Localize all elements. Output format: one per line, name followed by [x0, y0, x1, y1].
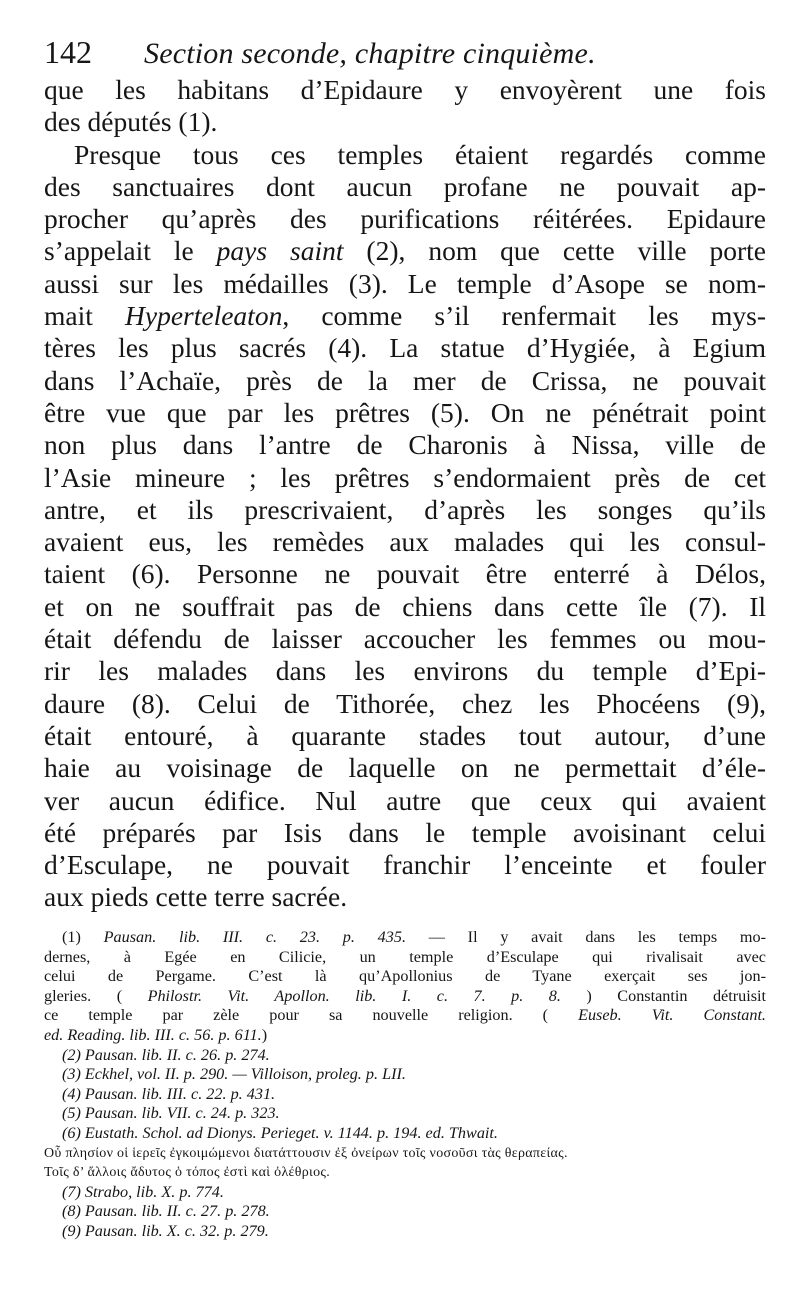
text-line: Presque tous ces temples étaient regardés comme: [74, 138, 766, 170]
text-line: être vue que par les prêtres (5). On ne pénétrait point: [44, 396, 766, 428]
footnote-text: ) Constantin détruisit: [560, 986, 766, 1005]
text-line: haie au voisinage de laquelle on ne permettait d’éle-: [44, 752, 766, 784]
text-line: était défendu de laisser accoucher les femmes ou mou-: [44, 623, 766, 655]
text-line: des sanctuaires dont aucun profane ne pouvait ap-: [44, 170, 766, 202]
page-number: 142: [44, 34, 92, 70]
footnote-6-greek-line: Οὗ πλησίον οἱ ἱερεῖς ἐγκοιμώμενοι διατάττουσιν ἐξ ὀνείρων τοῖς νοσοῦσι τὰς θεραπείας.: [44, 1145, 568, 1161]
text-line: l’Asie mineure ; les prêtres s’endormaient près de cet: [44, 461, 766, 493]
text-line: [44, 235, 766, 267]
book-page: [44, 34, 766, 914]
text-line: d’Esculape, ne pouvait franchir l’enceinte et fouler: [44, 849, 766, 881]
text-segment: (2), nom que cette ville porte: [343, 235, 766, 267]
footnote-4: (4) Pausan. lib. III. c. 22. p. 431.: [62, 1084, 276, 1103]
page-header: [44, 34, 766, 74]
text-line: et on ne souffrait pas de chiens dans cette île (7). Il: [44, 590, 766, 622]
italic-term: Hyperteleaton: [125, 300, 283, 332]
footnote-9: (9) Pausan. lib. X. c. 32. p. 279.: [62, 1221, 269, 1240]
text-line: était entouré, à quarante stades tout autour, d’une: [44, 719, 766, 751]
footnote-6: (6) Eustath. Schol. ad Dionys. Perieget. v. 1144. p. 194. ed. Thwait.: [62, 1123, 498, 1142]
running-title: Section seconde, chapitre cinquième.: [144, 37, 596, 70]
footnote-2: (2) Pausan. lib. II. c. 26. p. 274.: [62, 1045, 270, 1064]
text-segment: mait: [44, 300, 126, 332]
footnote-8: (8) Pausan. lib. II. c. 27. p. 278.: [62, 1202, 270, 1221]
text-line: aux pieds cette terre sacrée.: [44, 881, 348, 913]
footnote-reference: ed. Reading. lib. III. c. 56. p. 611.: [44, 1025, 262, 1044]
main-text: [44, 74, 766, 914]
footnote-7: (7) Strabo, lib. X. p. 774.: [62, 1182, 224, 1201]
footnote-1-line: celui de Pergame. C’est là qu’Apollonius de Tyane exerçait ses jon-: [44, 967, 766, 986]
footnote-1-line: [44, 1026, 766, 1046]
footnote-3: (3) Eckhel, vol. II. p. 290. — Villoison, proleg. p. LII.: [62, 1065, 406, 1084]
footnote-text: gleries. (: [44, 986, 148, 1005]
footnote-6-greek-line: Τοῖς δ’ ἄλλοις ἄδυτος ὁ τόπος ἐστὶ καὶ ὀλέθριος.: [44, 1165, 331, 1181]
footnotes: [44, 928, 766, 1242]
footnote-1-line: [44, 928, 766, 948]
footnote-1-line: dernes, à Egée en Cilicie, un temple d’Esculape qui rivalisait avec: [44, 947, 766, 966]
footnote-text: ): [261, 1025, 268, 1044]
text-line: procher qu’après des purifications réitérées. Epidaure: [44, 203, 766, 235]
italic-term: pays saint: [216, 235, 344, 267]
text-line: aussi sur les médailles (3). Le temple d’Asope se nom-: [44, 267, 766, 299]
text-line: des députés (1).: [44, 106, 218, 138]
footnote-text: — Il y avait dans les temps mo-: [406, 928, 766, 946]
text-line: antre, et ils prescrivaient, d’après les songes qu’ils: [44, 493, 766, 525]
footnote-5: (5) Pausan. lib. VII. c. 24. p. 323.: [62, 1104, 280, 1123]
text-line: que les habitans d’Epidaure y envoyèrent une fois: [44, 74, 766, 105]
text-line: [44, 300, 766, 332]
footnote-text: ce temple par zèle pour sa nouvelle religion. (: [44, 1006, 579, 1025]
text-segment: s’appelait le: [44, 235, 217, 267]
text-line: avaient eus, les remèdes aux malades qui les consul-: [44, 526, 766, 558]
text-line: été préparés par Isis dans le temple avoisinant celui: [44, 816, 766, 848]
text-line: daure (8). Celui de Tithorée, chez les Phocéens (9),: [44, 687, 766, 719]
text-line: ver aucun édifice. Nul autre que ceux qui avaient: [44, 784, 766, 816]
text-line: non plus dans l’antre de Charonis à Nissa, ville de: [44, 429, 766, 461]
footnote-reference: Euseb. Vit. Constant.: [578, 1006, 766, 1025]
footnote-1-line: [44, 987, 766, 1007]
text-line: tères les plus sacrés (4). La statue d’Hygiée, à Egium: [44, 332, 766, 364]
text-segment: , comme s’il renfermait les mys-: [282, 300, 766, 332]
footnote-1-line: [44, 1006, 766, 1026]
footnote-number: (1): [62, 928, 104, 946]
text-line: taient (6). Personne ne pouvait être enterré à Délos,: [44, 558, 766, 590]
footnote-reference: Pausan. lib. III. c. 23. p. 435.: [103, 928, 406, 946]
text-line: dans l’Achaïe, près de la mer de Crissa, ne pouvait: [44, 364, 766, 396]
text-line: rir les malades dans les environs du temple d’Epi-: [44, 655, 766, 687]
footnote-reference: Philostr. Vit. Apollon. lib. I. c. 7. p. 8.: [147, 986, 561, 1005]
